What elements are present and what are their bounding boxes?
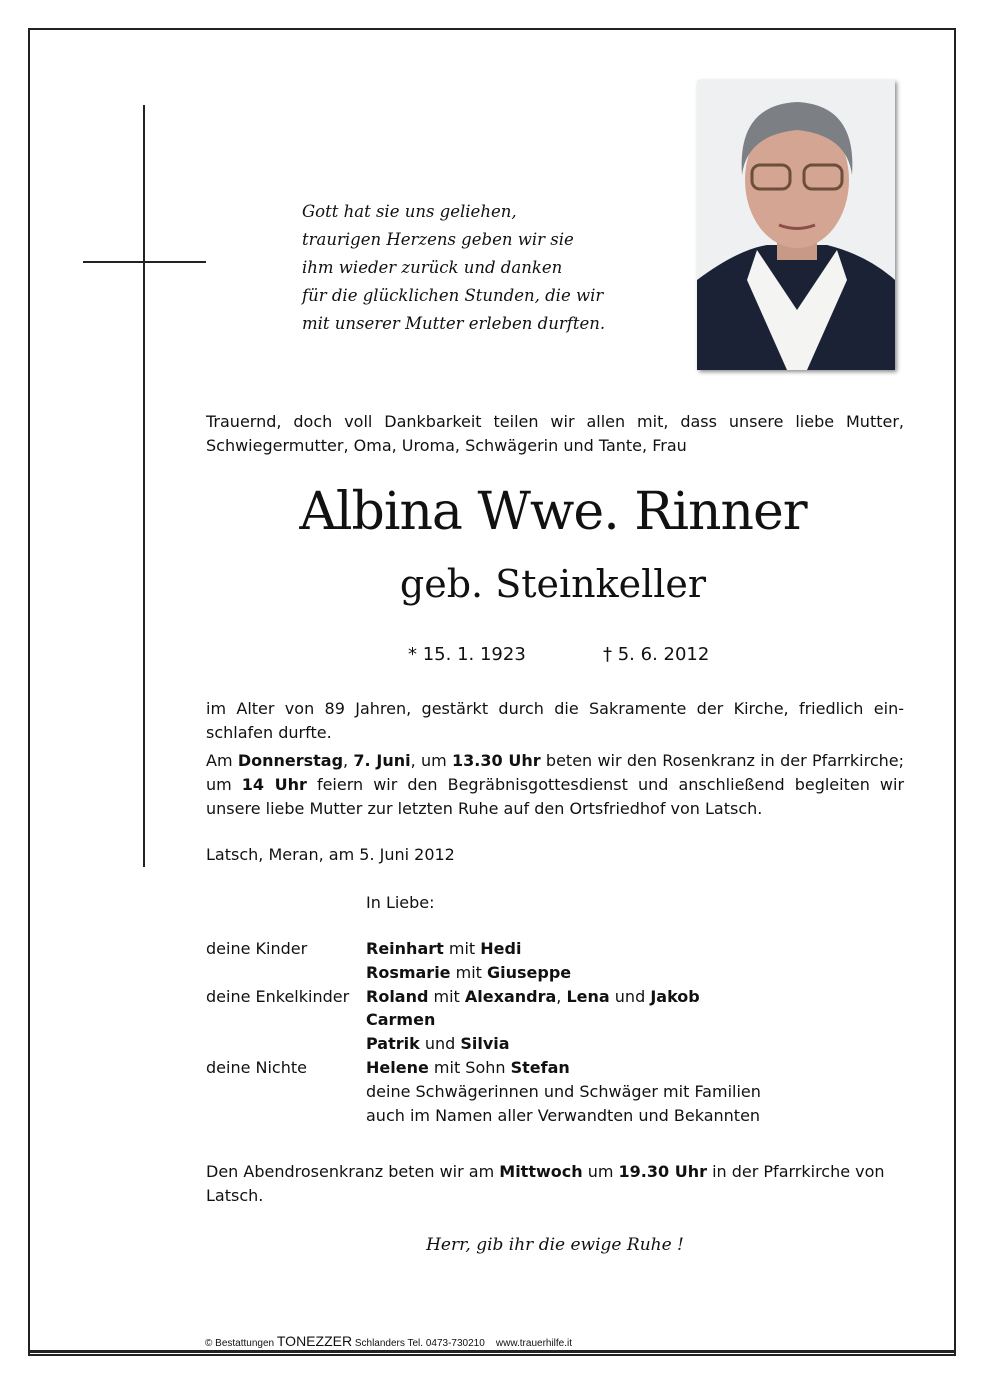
- funeral-details: Am Donnerstag, 7. Juni, um 13.30 Uhr beten wir den Rosenkranz in der Pfarrkirche; um 14 Uhr feiern wir den Begräbnisgottesdienst und anschließend begleiten wir unsere liebe Mutter zur letzten Ruhe auf den Ortsfriedhof von Latsch.: [206, 751, 905, 818]
- mourner-line: Helene mit Sohn Stefan: [366, 1058, 570, 1077]
- mourner-line: auch im Namen aller Verwandten und Bekannten: [366, 1106, 761, 1125]
- cross-icon-bar: [83, 261, 206, 263]
- in-liebe-label: In Liebe:: [366, 893, 435, 912]
- mourner-line: Roland mit Alexandra, Lena und Jakob: [366, 987, 700, 1006]
- maiden-name: geb. Steinkeller: [399, 562, 707, 606]
- mourner-line: deine Schwägerinnen und Schwäger mit Familien: [366, 1082, 761, 1101]
- quote-line: für die glücklichen Stunden, die wir: [302, 286, 604, 305]
- mourner-line: Patrik und Silvia: [366, 1034, 510, 1053]
- mourner-line: Reinhart mit Hedi: [366, 939, 522, 958]
- birth-date: * 15. 1. 1923: [408, 644, 526, 665]
- death-date: † 5. 6. 2012: [603, 644, 710, 665]
- intro-text: Trauernd, doch voll Dankbarkeit teilen wir allen mit, dass unsere liebe Mutter, Schwiegermutter, Oma, Uroma, Schwägerin und Tante, Frau: [206, 412, 904, 455]
- quote-line: ihm wieder zurück und danken: [302, 258, 563, 277]
- relation-kinder: deine Kinder: [206, 939, 308, 958]
- deceased-name: Albina Wwe. Rinner: [299, 482, 807, 542]
- rosary-notice: Den Abendrosenkranz beten wir am Mittwoch um 19.30 Uhr in der Pfarrkirche von Latsch.: [206, 1162, 885, 1205]
- footer-rule: [28, 1350, 954, 1353]
- relation-enkel: deine Enkelkinder: [206, 987, 350, 1006]
- age-text: im Alter von 89 Jahren, gestärkt durch die Sakramente der Kirche, friedlich ein-schlafen durfte.: [206, 699, 904, 742]
- relation-nichte: deine Nichte: [206, 1058, 307, 1077]
- quote-line: traurigen Herzens geben wir sie: [302, 230, 574, 249]
- closing-prayer: Herr, gib ihr die ewige Ruhe !: [426, 1235, 684, 1255]
- place-date: Latsch, Meran, am 5. Juni 2012: [206, 845, 455, 864]
- memorial-quote: [302, 198, 605, 338]
- portrait-photo: [697, 80, 895, 370]
- footer-credit: © Bestattungen TONEZZER Schlanders Tel. 0473-730210 www.trauerhilfe.it: [205, 1333, 573, 1349]
- quote-line: mit unserer Mutter erleben durften.: [302, 314, 606, 333]
- mourner-line: Rosmarie mit Giuseppe: [366, 963, 572, 982]
- quote-line: Gott hat sie uns geliehen,: [302, 202, 517, 221]
- mourner-line: Carmen: [366, 1010, 436, 1029]
